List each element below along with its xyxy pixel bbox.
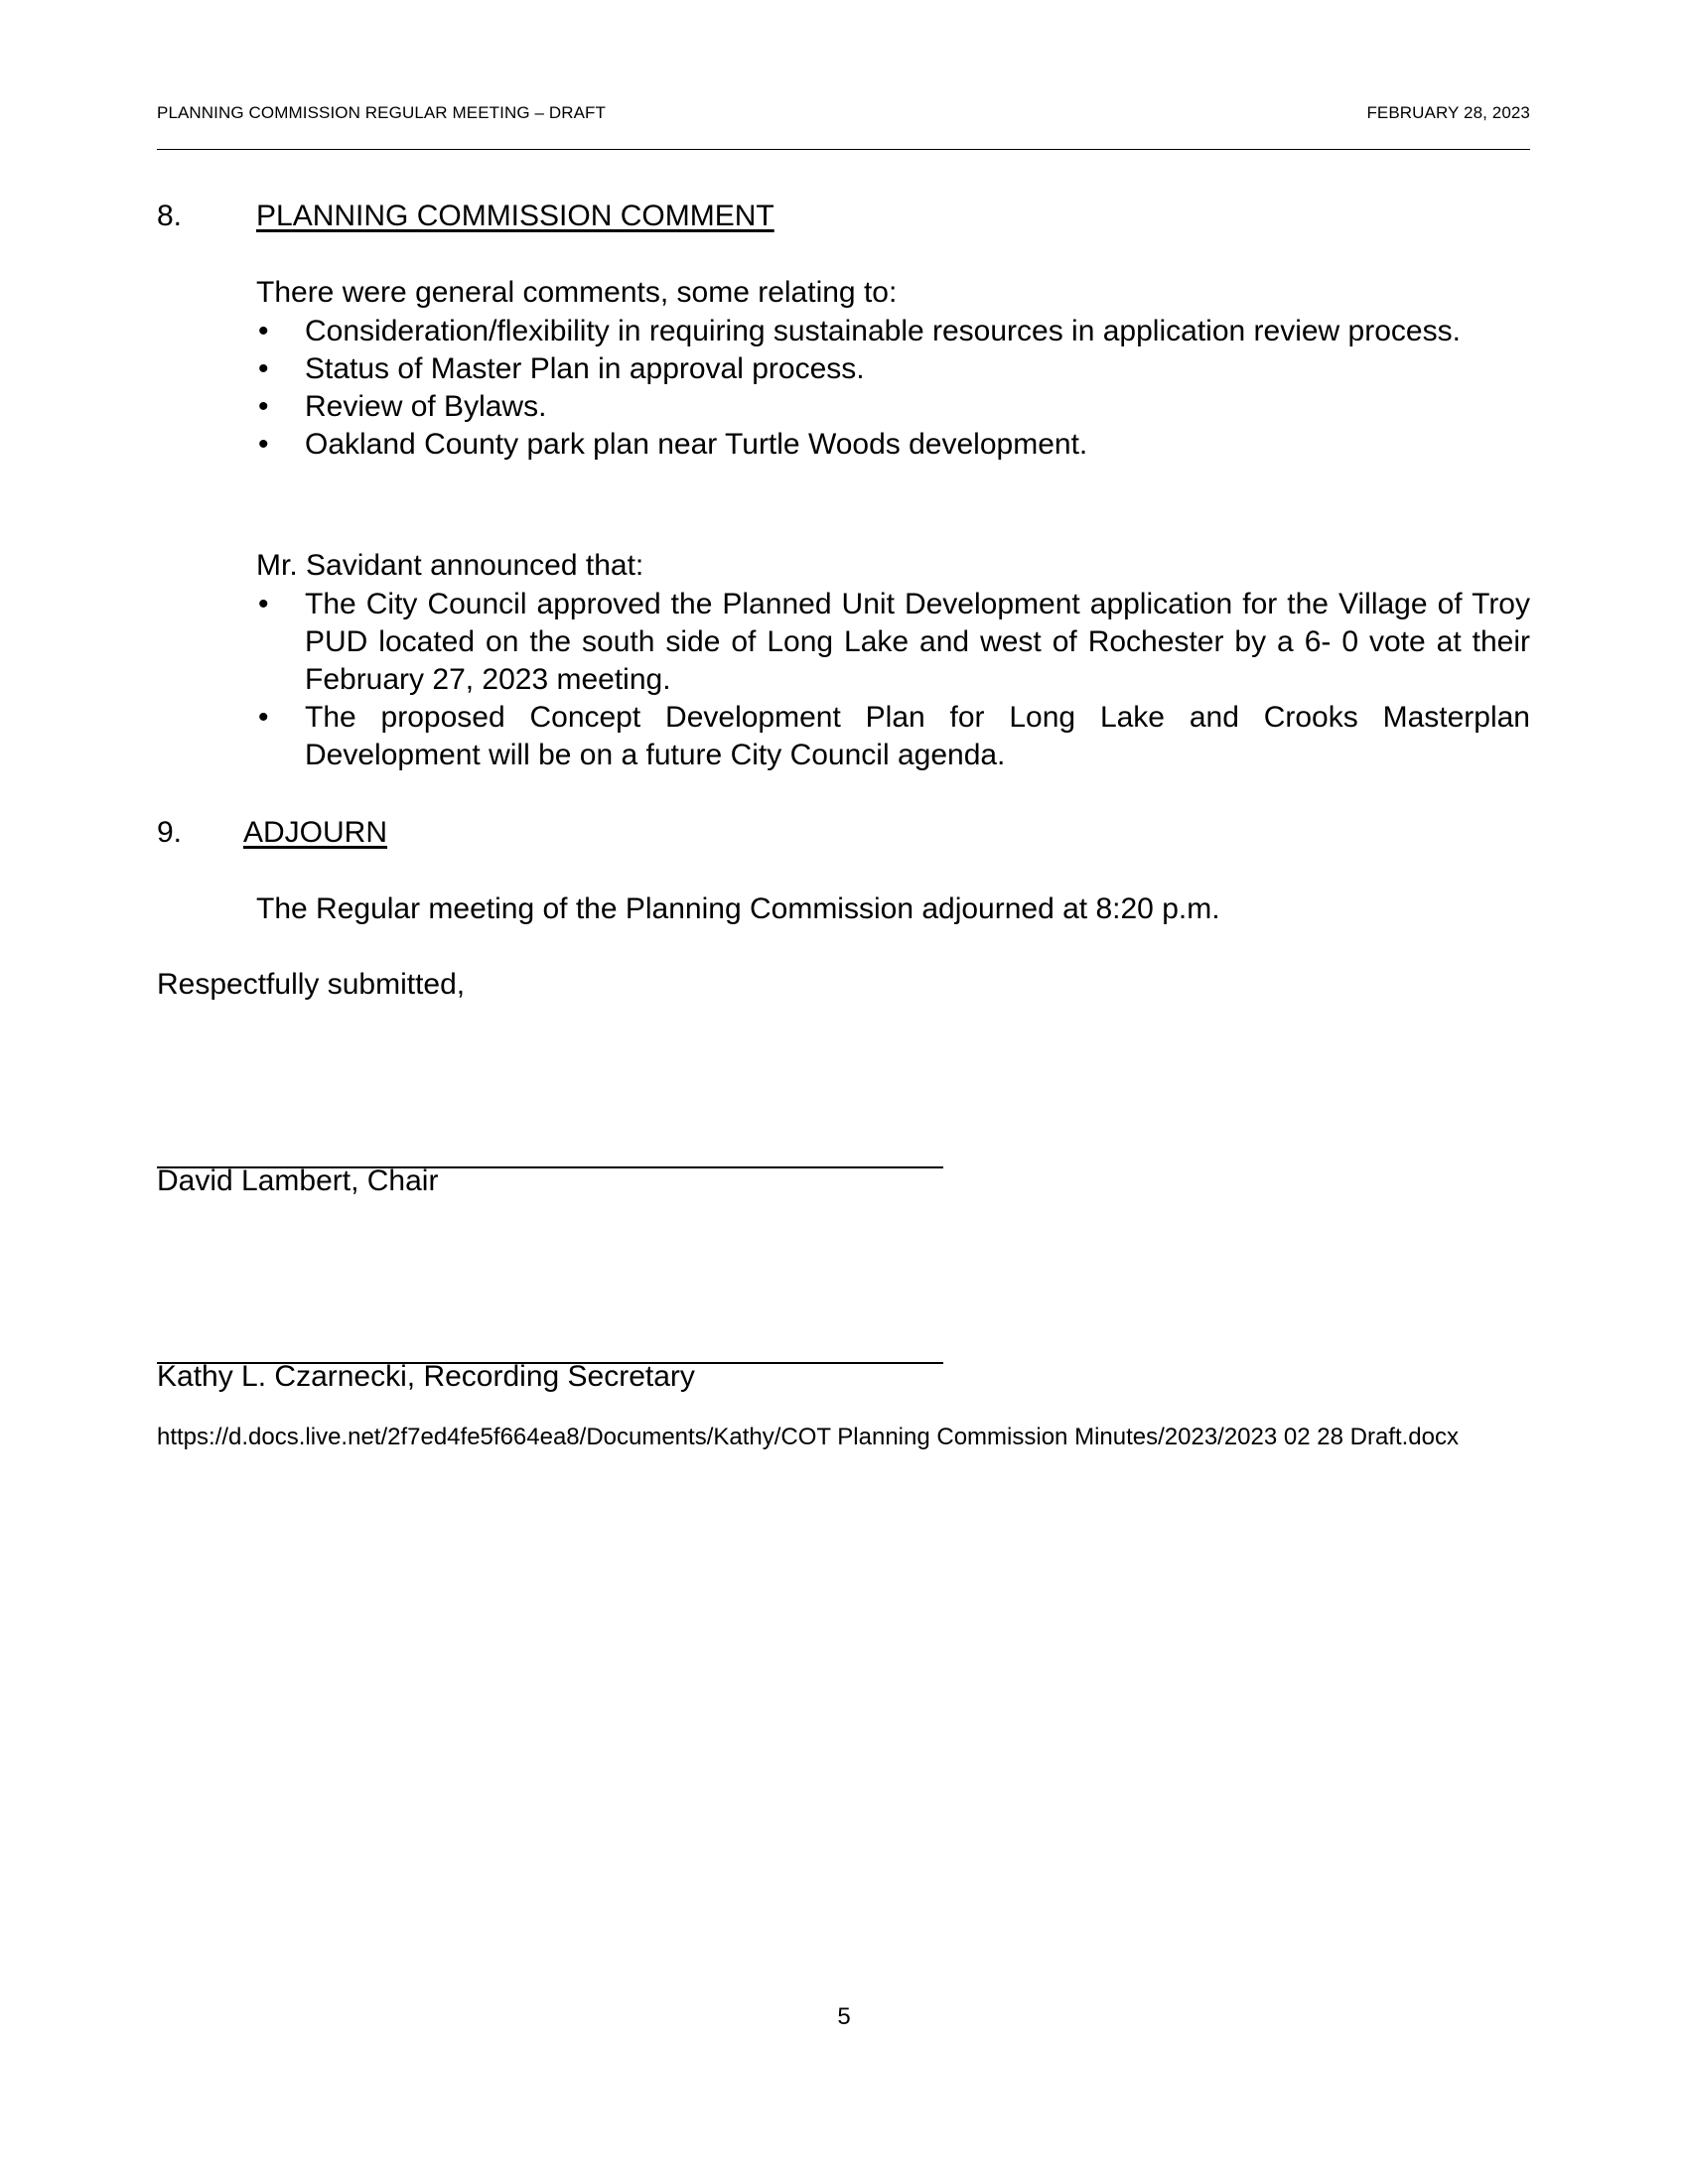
list-item xyxy=(256,699,1530,774)
list-item xyxy=(256,586,1530,699)
list-item-text: Review of Bylaws. xyxy=(305,390,547,423)
list-item xyxy=(256,350,1530,388)
section-8-title: PLANNING COMMISSION COMMENT xyxy=(256,200,774,232)
bullet-icon: • xyxy=(258,588,269,620)
bullet-icon: • xyxy=(258,701,269,734)
list-item-text: Status of Master Plan in approval process. xyxy=(305,352,865,385)
list-item xyxy=(256,313,1530,350)
header-divider xyxy=(157,149,1530,150)
bullet-icon: • xyxy=(258,315,269,347)
list-item-text: The proposed Concept Development Plan for Long Lake and Crooks Masterplan Development will be on a future City Council agenda. xyxy=(305,701,1530,771)
adjourn-text: The Regular meeting of the Planning Commission adjourned at 8:20 p.m. xyxy=(256,892,1220,925)
savidant-announcement-intro: Mr. Savidant announced that: xyxy=(256,549,644,582)
section-9-title: ADJOURN xyxy=(243,816,388,849)
page-number: 5 xyxy=(837,2003,851,2030)
bullet-icon: • xyxy=(258,428,269,461)
closing-text: Respectfully submitted, xyxy=(157,968,466,1001)
section-8-number: 8. xyxy=(157,200,183,232)
header-title: PLANNING COMMISSION REGULAR MEETING – DRAFT xyxy=(157,103,607,122)
section-9-number: 9. xyxy=(157,816,183,849)
signature-name-secretary: Kathy L. Czarnecki, Recording Secretary xyxy=(157,1360,695,1393)
list-item-text: Consideration/flexibility in requiring sustainable resources in application review process. xyxy=(305,315,1461,347)
list-item-text: Oakland County park plan near Turtle Woods development. xyxy=(305,428,1088,461)
list-item xyxy=(256,388,1530,426)
section-8-intro: There were general comments, some relating to: xyxy=(256,276,898,309)
bullet-icon: • xyxy=(258,352,269,385)
signature-name-chair: David Lambert, Chair xyxy=(157,1164,439,1197)
list-item-text: The City Council approved the Planned Unit Development application for the Village of Troy PUD located on the south side of Long Lake and west of Rochester by a 6- 0 vote at their February 27, 2023 meeting. xyxy=(305,588,1530,696)
announcements-list xyxy=(256,586,1530,774)
header-date: FEBRUARY 28, 2023 xyxy=(1366,103,1530,122)
list-item xyxy=(256,426,1530,464)
bullet-icon: • xyxy=(258,390,269,423)
file-path: https://d.docs.live.net/2f7ed4fe5f664ea8/Documents/Kathy/COT Planning Commission Minutes/2023/2023 02 28 Draft.docx xyxy=(157,1424,1459,1450)
general-comments-list xyxy=(256,313,1530,464)
